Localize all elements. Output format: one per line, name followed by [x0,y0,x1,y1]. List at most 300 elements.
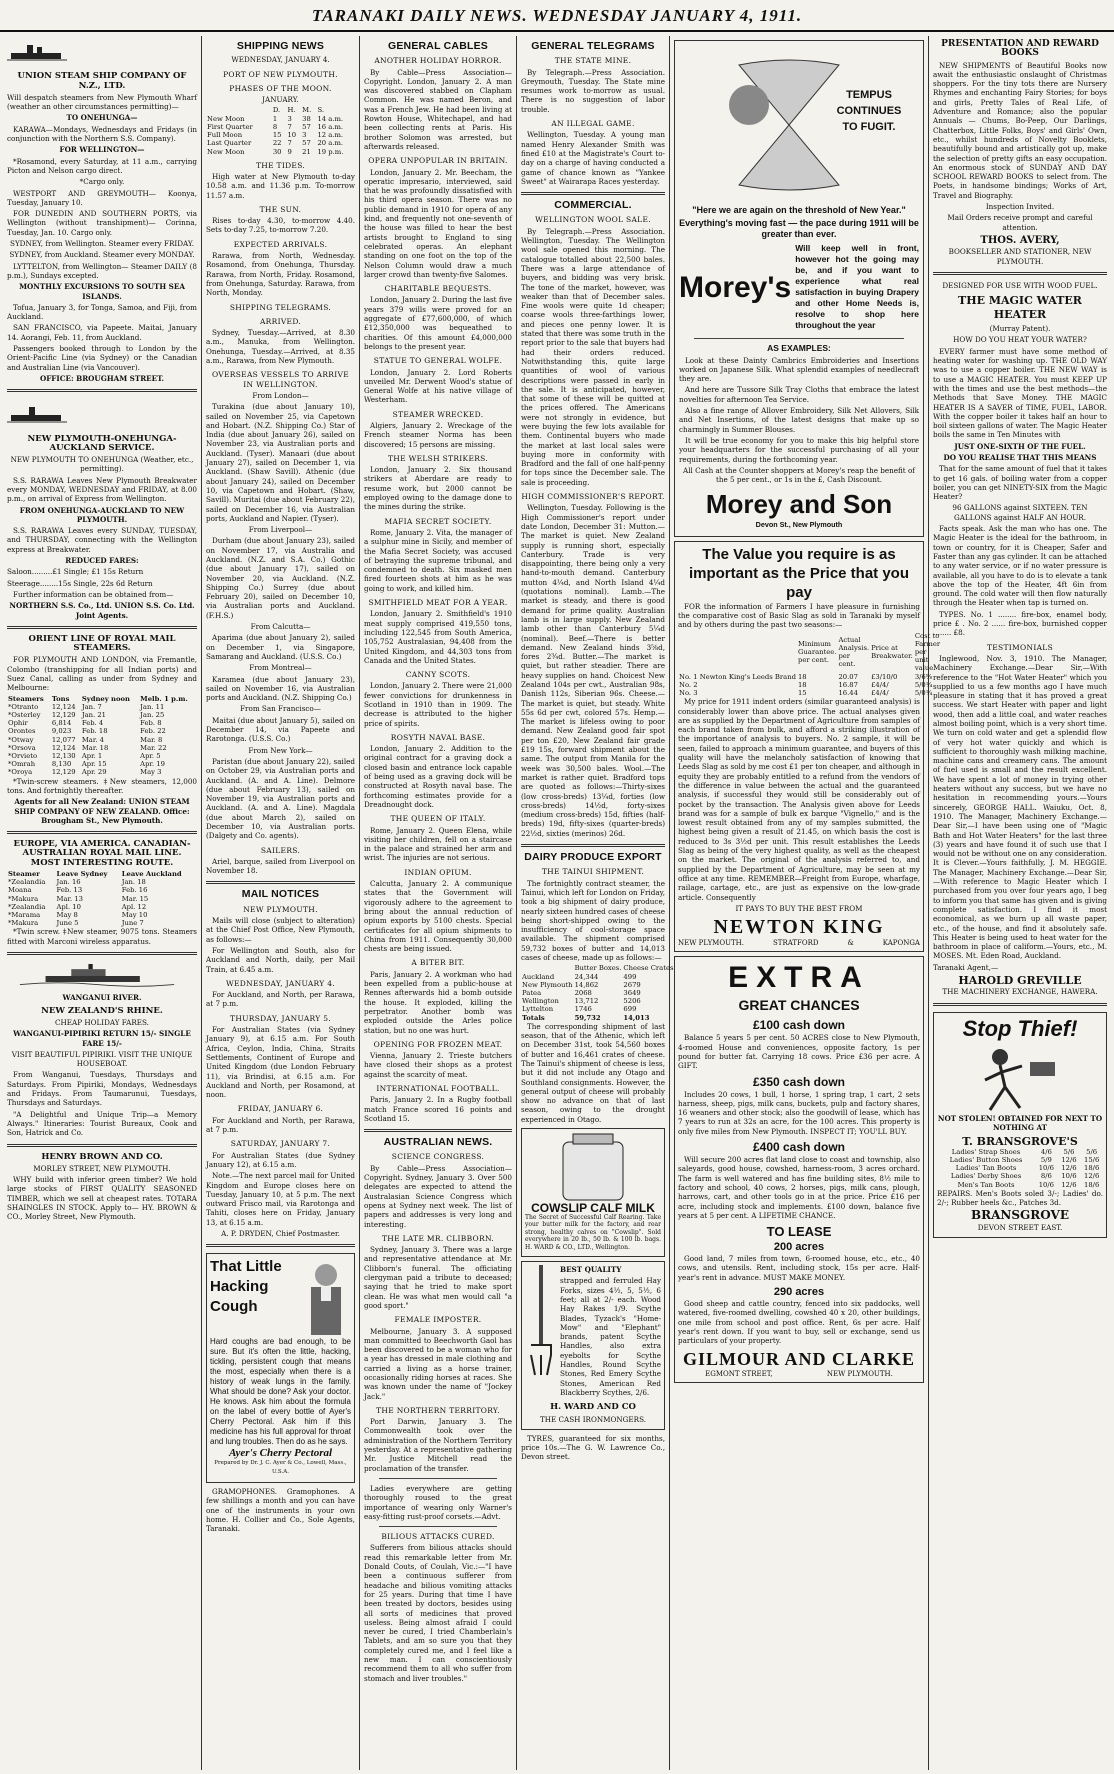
divider [379,1478,497,1479]
charity: London, January 2. During the last five years 379 wills were proved for an aggregate of £77,600,000, of which £12,350,000 was bequeathed to charities. Of this amount £4,000,000 belongs to the present year. [364,295,512,351]
table-row [7,886,197,894]
opium: Calcutta, January 2. A communique states that the Government will vigorously adhere to the agreement to bring about the annual reduction of opium exports by 5100 chests. Special certificates for all opium shipments to China from 1911. Consequently 30,000 chests are being issued. [364,879,512,954]
science: By Cable—Press Association—Copyright. Sydney, January 3. Over 500 delegates are expected to attend the Australasian Science Congress which opens at Sydney next week. The list of papers and addresses is very long and interesting. [364,1163,512,1229]
p2: Includes 20 cows, 1 bull, 1 horse, 1 spring trap, 1 cart, 2 sets harness, sheep, pigs, milk cans, buckets, pulp and factory shares, 16 weaners and other stock; also the goodwill of lease, which has 7 years to run at 32s an acre, for the 100 acres. This property is only five miles from New Plymouth. INSPECT IT; YOU'LL BUY. [678,1089,920,1136]
for-wellington: FOR WELLINGTON— [59,145,145,155]
newton-king-brand: NEWTON KING [713,916,885,939]
table-cell: 5/0¼ [914,680,933,689]
nk-place: & [847,939,854,948]
table-cell: 6,814 [51,719,72,728]
facts: Facts speak. Ask the man who has one. The Magic Heater is the ideal for the bathroom, in town or country, for it is Cheaper, Safer and Faster than any gas cylinder. It can be attached to any water service, or if no water pressure is available, all you have to do is to elevate a tank above the top of the Heater, 4ft 6in from ground. The cold water will then flow naturally through the Heater when tap is turned on. [933,524,1107,608]
rarawa-2: S.S. RARAWA Leaves every SUNDAY, TUESDAY, and THURSDAY, connecting with the Wellington express at Breakwater. [7,526,197,554]
table-header [678,632,797,673]
realise: DO YOU REALISE THAT THIS MEANS [943,452,1097,462]
canny: London, January 2. There were 21,000 fewer convictions for drunkenness in Scotland in 1910 than in 1909. The decrease is attributed to the higher price of spirits. [364,681,512,728]
table-cell: 5/6 [1063,1147,1075,1156]
table-cell: 10/6 [1061,1172,1077,1181]
table-header [521,964,574,972]
table-cell: £3/10/0 [871,672,898,681]
mail-note: Note.—The next parcel mail for United Kingdom and Europe closes here on Tuesday, January 10, at 5 p.m. The next outward Frisco mail, via Rarotonga and Tahiti, closes here on Friday, January 13, at 6.15 a.m. [206,1171,355,1227]
gilmour-addr: EGMONT STREET, [705,1369,773,1378]
meat-heading: SMITHFIELD MEAT FOR A YEAR. [368,598,508,608]
mafia: Rome, January 2. Vita, the manager of a sulphur mine in Sicily, and member of the Mafia Secret Society, was accused of betraying the supreme tribunal, and condemned to death. Six masked men fired fourteen shots at him as he was going to work, and killed him. [364,527,512,593]
monthly-excursions: MONTHLY EXCURSIONS TO SOUTH SEA ISLANDS. [19,282,185,301]
table-header: Steamer [8,870,40,879]
table-cell: 2068 [574,988,592,997]
table-cell: 16.44 [838,689,858,698]
example-3: Also a fine range of Allover Embroidery, Silk Net Allovers, Silk and Net Insertions, of the latest designs that make up so charmingly in Summer Blouses. [679,406,919,434]
table-cell: Ladies' Tan Boots [955,1164,1017,1173]
henry-brown-address: MORLEY STREET, NEW PLYMOUTH. [33,1163,171,1173]
cowslip-ad [521,1128,665,1257]
p2-heading: £350 cash down [752,1074,846,1089]
table-cell: Apr. 1 [81,752,103,761]
table-cell: 19 p.m. [317,147,344,156]
column-rule [201,36,202,1770]
from-sf: From San Francisco— [240,704,321,714]
meat: London, January 2. Smithfield's 1910 meat supply comprised 419,550 tons, including 122,545 from South America, 105,752 Australasian, 94,408 from the United Kingdom, and 44,303 tons from Canada and the United States. [364,609,512,665]
table-cell: 3649 [623,988,641,997]
divider [7,389,197,392]
ayer-body: Hard coughs are bad enough, to be sure. But it's often the little, hacking, tickling, persistent cough that means the most, especially when there is a history of weak lungs in the family. What should be done? Ask your doctor. He knows. Ask him about the formula on the label of every bottle of Ayer's Cherry Pectoral. Ask him if this medicine has his full approval for throat and lung troubles. Then do as he says. [210,1337,351,1447]
table-cell: Orontes [8,727,36,736]
pays-text: IT PAYS TO BUY THE BEST FROM [735,903,863,913]
table-cell: New Moon [207,147,245,156]
table-cell: Feb. 13 [56,886,83,895]
thu: For Australian States (via Sydney January 9), at 6.15 a.m. For South Africa, Ceylon, India, China, Straits Settlements, Continent of Europe and United Kingdom (due London February 11), via Brindisi, at 6.15 a.m. For Auckland and North, per Rosamond, at noon. [206,1025,355,1100]
column-rule [669,36,670,1770]
table-header: H. [287,106,296,115]
steamer-icon [7,39,67,63]
arrived-heading: ARRIVED. [259,316,302,326]
repairs: REPAIRS. Men's Boots soled 3/-; Ladies' do. 2/-; Rubber heels &c., Patches 3d. [937,1188,1103,1208]
bilious: Sufferers from bilious attacks should read this remarkable letter from Mr. Donald Couts, of Coulah, Vic.:—"I have been a continuous sufferer from headache and bilious vomiting attacks for 25 years. During that time I have been treated by doctors, besides using all sorts of medicines that proved useless. Being almost afraid I could never be cured, I tried Chamberlain's Tablets, and am so sure you that they completely cured me, and I feel like a new man. I can conscientiously recommend them to all who suffer from stomach and liver troubles." [364,1543,512,1683]
table-row [521,981,677,989]
table-cell: 12,124 [51,702,76,711]
wed: For Auckland, and North, per Rarawa, at 7 p.m. [206,990,355,1009]
np-onehunga-heading: NEW PLYMOUTH-ONEHUNGA-AUCKLAND SERVICE. [27,433,177,453]
table-header-row [678,632,941,673]
westport: WESTPORT AND GREYMOUTH— Koonya, Tuesday, January 10. [7,188,197,207]
sat: For Australian States (due Sydney January 12), at 6.15 a.m. [206,1150,355,1169]
table-cell: 14,013 [623,1013,650,1022]
ayer-brand: Ayer's Cherry Pectoral [228,1447,333,1460]
divider [521,192,665,195]
london: Turakina (due about January 10), sailed on November 25, via Capetown and Hobart. (N.Z. Shipping Co.) Star of India (due about January 26), sailed on November 23, via Australian ports and Auckland. (Tyser). Manaari (due about January 27), sailed on December 1, via Auckland. (Shaw Savill). Athenic (due about January 24), sailed on December 10, via Capetown and Hobart. (Shaw, Savill). Muritai (due about February 22), sailed on December 16, via Australian ports, Auckland and Napier. (Tyser). [206,402,355,523]
table-row [937,1172,1103,1180]
table-cell: Mar. 13 [56,894,83,903]
delightful-trip: "A Delightful and Unique Trip—a Memory Always." Itineraries: Tourist Bureaux, Cook and Son, Hatrick and Co. [7,1109,197,1138]
table-cell: Last Quarter [207,139,252,148]
table-cell: *Omrah [8,760,36,769]
table-cell: 12/6 [1061,1164,1077,1173]
table-cell: 12 a.m. [317,131,344,140]
table-cell: 16.87 [838,680,858,689]
table-header: Tons [51,694,70,703]
bransgrove-name: T. BRANSGROVE'S [962,1134,1078,1148]
table-cell: Wellington [522,997,559,1006]
table-cell: 9 [287,147,292,156]
fri: For Auckland and North, per Rarawa, at 7 p.m. [206,1115,355,1135]
wanganui-river: WANGANUI RIVER. [62,993,142,1003]
types: TYPES. No. 1 ........ fire-box, enamel body, price £ . No. 2 ...... fire-box, burnished copper ........ £8. [933,609,1107,638]
table-header-row [206,106,355,114]
table-cell: Feb. 18 [81,727,108,736]
table-cell: *Otranto [8,702,39,711]
table-header: Actual Analysis. per cent. [838,635,870,669]
table-cell: 12,130 [51,752,76,761]
table-cell: 12/6 [1084,1172,1100,1181]
territory-heading: THE NORTHERN TERRITORY. [376,1405,500,1415]
moving-text: Everything's moving fast — the pace during 1911 will be greater than ever. [679,218,919,240]
divider [206,881,355,884]
nk-place: NEW PLYMOUTH. [678,939,744,948]
not-stolen: NOT STOLEN! OBTAINED FOR NEXT TO NOTHING AT [937,1113,1103,1133]
ladies-advt: Ladies everywhere are getting thoroughly roused to the great importance of wearing only Warner's easy-fitting rust-proof corsets.—Advt. [364,1483,512,1521]
mail-orders: Mail Orders receive prompt and careful attention. [947,213,1093,232]
divider [521,844,665,847]
table-row [521,973,677,981]
queen-heading: THE QUEEN OF ITALY. [390,814,486,824]
table-header: Cheese Crates. [623,964,676,973]
newton-king-ad [674,541,941,953]
table-cell: 16 a.m. [317,122,344,131]
tides-heading: THE TIDES. [255,160,306,170]
table-cell: 10 [287,131,297,140]
biter: Paris, January 2. A workman who had been expelled from a public-house at Rennes afterwards hid a bomb outside the house. It exploded, killing the perpetrator. Another bomb was exploded outside the Arles police station, but no one was hurt. [364,969,512,1035]
rosyth: London, January 2. Addition to the original contract for a graving dock a closed basin and entrance lock capable of being used as a graving dock will be constructed at Rosyth naval base. The forthcoming estimates provide for a Dreadnought dock. [364,744,512,809]
wolfe: London, January 2. Lord Roberts unveiled Mr. Derwent Wood's statue of General Wolfe at his native village of Westerham. [364,367,512,405]
science-heading: SCIENCE CONGRESS. [391,1152,485,1162]
table-row [7,760,197,768]
sf: Maitai (due about January 5), sailed on December 14, via Papeete and Rarotonga. (U.S.S. Co.) [206,715,355,744]
mafia-heading: MAFIA SECRET SOCIETY. [384,516,492,526]
divider [206,1244,355,1247]
cables-heading: GENERAL CABLES [387,40,489,52]
table-header: Melb. 1 p.m. [140,694,188,703]
table-row [678,689,941,697]
table-cell: *Orvieto [8,752,38,761]
table-header [206,106,272,114]
gilmour-clarke-ad [674,956,924,1382]
magic-patent: (Murray Patent). [989,324,1051,334]
commercial-heading: COMMERCIAL. [554,199,632,212]
designed: DESIGNED FOR USE WITH WOOD FUEL. [942,280,1098,290]
table-header: D. [272,106,281,115]
table-row [7,719,197,727]
example-4: It will be true economy for you to make this big helpful store your headquarters for the successful purchasing of all your requirements, during the forthcoming year. [679,435,919,464]
example-5: All Cash at the Counter shoppers at Morey's reap the benefit of the 5 per cent., or 1s in the £, Cash Discount. [683,465,915,485]
table-cell: Feb. 8 [140,719,162,728]
table-cell: 8 [272,122,278,131]
territory: Port Darwin, January 3. The Commonwealth took over the administration of the Northern Territory yesterday. At a representative gathering Mr. Justice Mitchell read the proclamation of the transfer. [364,1417,512,1473]
divider [7,626,197,629]
liverpool: Durham (due about January 23), sailed on November 17, via Australia and Auckland. (N.Z. and S.A. Co.) Gothic (due about January 17), sailed on November 20, via Auckland. (N.Z. Shipping Co.) Surrey (due about February 20), sailed on December 10, via Australian ports and Auckland. (F.H.S.) [206,536,355,620]
frozen: Vienna, January 2. Trieste butchers have closed their shops as a protest against the scarcity of meat. [364,1051,512,1079]
table-cell: Patea [522,988,542,997]
frozen-heading: OPENING FOR FROZEN MEAT. [373,1039,503,1049]
table-cell: *Osterley [8,711,41,720]
table-cell: Jan. 25 [140,711,165,720]
table-cell: 5/6 [1086,1147,1098,1156]
orient-agents: Agents for all New Zealand: UNION STEAM SHIP COMPANY OF NEW ZEALAND. Office: Brougham St., New Plymouth. [14,797,190,825]
s290-heading: 290 acres [773,1286,825,1299]
ayer-headline: That Little Hacking Cough [210,1258,282,1316]
table-cell: Feb. 22 [140,727,166,736]
table-row [7,703,197,711]
table-cell: 699 [623,1005,637,1014]
table-row [206,139,355,147]
best-body: strapped and ferruled Hay Forks, sizes 4½, 5, 5½, 6 feet; all at 2/- each. Wood Hay Rakes 1/9. Scythe Blades, Tyzack's "Home-Mow" and "Elephant" brands, patent Scythe Handles, also extra eyebolts for Scythe Handles, Round Scythe Stones, Red Emery Scythe Stones, American Red Blackberry Scythes, 2/6. [560,1276,661,1397]
ayer-foot: Prepared by Dr. J. C. Ayer & Co., Lowell, Mass., U.S.A. [214,1459,347,1475]
table-row [937,1181,1103,1189]
dunedin: FOR DUNEDIN AND SOUTHERN PORTS, via Wellington (without transhipment)— Corinna, Tuesday, Jan. 10. Cargo only. [7,209,197,237]
column-general-telegrams [518,36,676,1770]
table-cell: Moana [8,886,32,895]
table-cell: Apl. 10 [56,902,81,911]
union-heading: UNION STEAM SHIP COMPANY OF N.Z., LTD. [17,71,187,91]
table-cell: 10/6 [1038,1164,1054,1173]
greville-sub: THE MACHINERY EXCHANGE, HAWERA. [942,987,1098,997]
table-cell: *Zealandia [8,878,46,887]
table-row [7,727,197,735]
rosyth-heading: ROSYTH NAVAL BASE. [390,732,486,742]
table-cell: 7 [287,122,292,131]
bransgrove-ad [933,1012,1107,1238]
p3: Will secure 200 acres flat land close to coast and township, also saleyards, good house, cowshed, harness-room, 3 acres orchard. The farm is well watered and has fine building sites, 8½ mile to factory and school, 40 cows, 2 horses, pigs, milk cans, plough, harrows, cart, and other tools go in at the price. Price £16 per acre, including stock and implements. £100 down, balance five years at 5 per cent. A LIFETIME CHANCE. [678,1155,920,1220]
table-row [7,878,197,886]
table-cell: 10/6 [1038,1180,1054,1189]
presentation-body: NEW SHIPMENTS of Beautiful Books now await the enthusiastic onslaught of Christmas shoppers. For the tiny tots there are Nursery Rhymes and enchanting Fairy Stories; for boys and girls, Pretty Tales of Real Life, of Adventure and Romance; also the popular Annuals — Chums, Bo-Peep, Our Darlings, Chatterbox, Little Folks, Boys' and Girls' Own, etc., whilst hundreds of Novelty Booklets, beautifully bound and artistically got up, make the selection of pretty gifts an easy occupation. An enormous stock of SUNDAY AND DAY SCHOOL REWARD BOOKS to select from. The Poets, in handsome bindings; Works of Art, Travel and Biography. [933,60,1107,200]
ward-sub: THE CASH IRONMONGERS. [539,1414,647,1424]
column-general-cables [361,36,515,1770]
table-cell: 12,129 [51,768,76,777]
table-cell: *Marama [8,911,41,920]
orient-intro: FOR PLYMOUTH AND LONDON, via Fremantle, Colombo (transhipping for all Indian ports) and Suez Canal, calling as under from Sydney and Melbourne: [7,655,197,693]
table-cell: 12,124 [51,743,76,752]
fork-illustration [525,1265,557,1375]
table-cell: *Orsova [8,743,36,752]
football-heading: INTERNATIONAL FOOTBALL. [376,1083,500,1093]
divider [7,831,197,834]
wool: By Telegraph.—Press Association. Wellington, Tuesday. The Wellington wool sale opened this morning. The catalogue totalled about 22,500 bales. There was a large attendance of buyers, and bidding was very brisk. The tone of the market, however, was weaker than that of December sales. Fine wools were quite 1d cheaper; coarse wools three-farthings lower, and pieces one penny lower. It is stated that there was some truth in the report prior to the sale that buyers had had their orders reduced. Notwithstanding this, quite large quantities of wool of various descriptions were passed in early in the sale. It is anticipated, however, that some of these will be quitted at the prices offered. The Americans were not strongly in evidence, but were buying the few lots available for them. Continental buyers who made the market at last local sales were buying more in conformity with Bradford and the fall of one half-penny for tops since the December sale. The sale is proceeding. [521,226,665,487]
office: OFFICE: BROUGHAM STREET. [39,373,165,383]
realise-body: That for the same amount of fuel that it takes to get 16 gals. of boiling water from a copper boiler, you can get NINETY-SIX from the Magic Heater? [933,464,1107,502]
table-cell: 2679 [623,980,641,989]
testimonials-body: Inglewood, Nov. 3, 1910. The Manager, Machinery Exchange.—Dear Sir,—With reference to the "Hot Water Heater" which you supplied to us a few months ago I have much pleasure in stating that it has proved a great success. We start Heater with paper and light wood, then add a little coal, and water reaches almost boiling point, which is a very short time. We turn on cold water and get a splendid flow of very hot water quickly and which is sufficient to thoroughly wash milking machine, machine cans and creamery cans. The amount of fuel used is small and the result excellent. We have spent a lot of money in trying other heaters without any success, but we have no hesitation in recommending yours.—Yours sincerely, GEORGE HALL. Waiuku, Oct. 8, 1910. The Manager, Machinery Exchange.—Dear Sir,—I have been using one of "Magic Bath and Hot Water Heaters" for the last three (3) years and have found it of such use that I would not be without one on any consideration. It is Clever.—Yours faithfully, J. M. HEGGIE. The Manager, Machinery Exchange.—Dear Sir,—With reference to Magic Heater which I purchased from you over four years ago, I beg to inform you that same has given and is giving complete satisfaction. I find it most economical, as we burn up all waste paper, etc., of the house, and find it absolutely safe. This Heater is being used to heat water for the bathroom in place of caliform.—Yours, etc., M. MOSES. Mt. Eden Road, Auckland. [933,653,1107,961]
wed-heading: WEDNESDAY, JANUARY 4. [226,978,335,988]
from-london: From London— [252,390,309,400]
lease-sub: 200 acres [773,1241,825,1254]
cowslip-brand: COWSLIP CALF MILK [531,1201,655,1216]
example-2: And here are Tussore Silk Tray Cloths that embrace the latest novelties for afternoon Tea Service. [679,385,919,404]
table-cell: 22 [272,139,282,148]
table-cell: 12,129 [51,711,76,720]
lease: Good land, 7 miles from town, 6-roomed house, etc., etc., 40 cows, and utensils. Rent, including stock, 15s per acre. Half-year's rent in advance. MUST MAKE MONEY. [678,1254,920,1282]
inspection: Inspection Invited. [985,202,1055,212]
table-row [678,673,941,681]
game-heading: AN ILLEGAL GAME. [551,119,635,129]
table-cell: 3 [287,114,292,123]
table-cell: 57 [302,122,311,131]
table-cell: *Makura [8,894,39,903]
table-cell: 30 [272,147,282,156]
australian-news-heading: AUSTRALIAN NEWS. [383,1136,493,1149]
table-header: S. [317,106,325,115]
shipping-news-heading: SHIPPING NEWS [236,40,325,52]
table-cell: 21 [302,147,311,156]
table-cell: 5/0¼ [914,689,933,698]
slag-table [678,632,941,698]
nk-place: STRATFORD [772,939,819,948]
table-cell: No. 3 [679,689,698,698]
table-cell: May 8 [56,911,78,920]
table-cell: Ladies' Strap Shoes [951,1147,1021,1156]
table-cell: Auckland [522,972,555,981]
wreck: Algiers, January 2. Wreckage of the French steamer Norma has been discovered; 15 persons are missing. [364,420,512,449]
bransgrove-foot: BRANSGROVE [971,1208,1069,1223]
table-row [7,768,197,776]
table-cell: Men's Tan Boots [957,1180,1015,1189]
from-onehunga: FROM ONEHUNGA-AUCKLAND TO NEW PLYMOUTH. [19,505,185,524]
table-cell: *Otway [8,735,34,744]
moon-table [206,106,355,155]
from-liverpool: From Liverpool— [248,525,313,535]
column-shipping-news [203,36,358,1770]
table-row [521,997,677,1005]
table-cell: 18/6 [1084,1180,1100,1189]
table-cell: 4/6 [1040,1147,1052,1156]
divider [364,1129,512,1132]
table-cell: 13,712 [574,997,599,1006]
table-row [206,123,355,131]
table-row [7,736,197,744]
table-row [7,903,197,911]
table-cell: 1 [272,114,278,123]
table-row [937,1148,1103,1156]
table-cell: 5/9 [1040,1156,1052,1164]
table-cell: 14,862 [574,980,599,989]
hc-heading: HIGH COMMISSIONER'S REPORT. [521,492,665,502]
from-montreal: From Montreal— [249,663,312,673]
table-header: M. [302,106,312,115]
henry-brown-body: WHY build with inferior green timber? We hold large stocks of FIRST QUALITY SEASONED TIMBER, which we sell at cheapest rates. TOTARA SHAINGLES IN STOCK. Apply to— HY. BROWN & CO., Morley Street, New Plymouth. [7,1175,197,1222]
table-cell: May 3 [140,768,162,777]
one-sixth: JUST ONE-SIXTH OF THE FUEL. [954,441,1086,451]
table-cell: Jan. 7 [81,702,102,711]
wool-heading: WELLINGTON WOOL SALE. [535,215,651,225]
morey-son: Morey and Son [705,489,893,520]
dairy-table [521,964,677,1021]
ayer-ad [206,1253,355,1483]
from-calcutta: From Calcutta— [250,622,311,632]
gilmour-brand: GILMOUR AND CLARKE [682,1348,915,1369]
sydney-akl: SYDNEY, from Auckland. Steamer every MONDAY. [9,250,195,260]
table-cell: 18/6 [1084,1164,1100,1173]
table-cell: 12,077 [51,735,76,744]
hc-report: Wellington, Tuesday. Following is the High Commissioner's report under date London, December 31: Mutton.—The market is quiet. New Zealand supply is running short, especially Canterbury. Trade is very disappointing, there being only a very hand-to-mouth demand. Canterbury mutton 4¼d, and North Island 4¼d (quotations nominal). Lamb.—The market is steady, and there is good demand for prime quality. Australian lamb is in large supply. New Zealand lamb other than Canterbury 5¼d (nominal). Beef.—There is better demand. New Zealand hinds 3⅝d, fores 2¾d. Butter.—The market is quiet, but rather steadier. There are heavy supplies on hand. Choicest New Zealand 104s per cwt., Australian 98s, Danish 112s, Siberian 96s. Cheese.—The market is quiet, but steady. White 55s 6d per cwt, colored 57s. Hemp.—The market is lifeless owing to poor demand. New Zealand good fair spot per ton £20, New Zealand fair grade £19 15s, forward shipment about the same. The output from Manila for the week was 30,500 bales. Wool.—The market is rather quiet. Bradford tops are quoted as follows:—Thirty-sixes (low cross-breds) 13¼d, forties (low cross-breds) 14½d, forty-sixes (medium cross-breds) 15d, fifties (half-breds) 19d, fifty-sixes (quarter-breds) 22½d, sixties (merinos) 26d. [521,503,665,838]
sat-heading: SATURDAY, JANUARY 7. [230,1139,331,1149]
lyttelton: LYTTELTON, from Wellington— Steamer DAILY (8 p.m.), Sundays excepted. [7,261,197,280]
table-cell: *Oroya [8,768,33,777]
visit-pipiriki: VISIT BEAUTIFUL PIPIRIKI. VISIT THE UNIQUE HOUSEBOAT. [11,1049,193,1069]
from-wanganui: From Wanganui, Tuesdays, Thursdays and Saturdays. From Pipiriki, Mondays, Wednesdays and Fridays. From Taumarunui, Tuesdays, Thursdays and Saturdays. [7,1070,197,1108]
river-boat-illustration [7,964,187,988]
orient-table [7,695,197,777]
best-quality: BEST QUALITY [560,1265,622,1275]
tides: High water at New Plymouth to-day 10.58 a.m. and 11.36 p.m. To-morrow 11.57 a.m. [206,172,355,200]
shoe-table [937,1148,1103,1189]
table-cell: £4/4/ [871,680,889,689]
opera-heading: OPERA UNPOPULAR IN BRITAIN. [368,156,508,166]
table-row [7,911,197,919]
p1-heading: £100 cash down [752,1018,846,1033]
stop-thief: Stop Thief! [962,1015,1078,1041]
s290: Good sheep and cattle country, fenced into six paddocks, well watered, five-roomed dwelling, cowshed 40 x 20, other buildings, one mile from school and post office. Rent, 6s per acre. Half year's rent down. If you want to buy, sell or exchange, send us particulars of your property. [678,1299,920,1346]
cowslip-body: The Secret of Successful Calf Rearing. Take your butter milk for the factory, and rear strong, healthy calves on "Cowslip". Sold everywhere in 20 lb., 50 lb. & 100 lb. bags. H. WARD & CO., LTD., Wellington. [525,1213,661,1251]
overseas-heading: OVERSEAS VESSELS TO ARRIVE IN WELLINGTON. [211,370,350,389]
steamer-icon [7,401,67,425]
table-cell: Mar. 18 [81,743,109,752]
expected: Rarawa, from North, Wednesday. Rosamond, from Onehunga, Thursday. Rarawa, from North, Friday. Rosamond, from Onehunga, Saturday. Rarawa, from North, Monday. [206,251,355,298]
table-header: Cost to Farmer per unit value. [914,631,941,673]
canny-heading: CANNY SCOTS. [405,670,471,680]
table-cell: 15 [272,131,282,140]
moreys-body: Will keep well in front, however hot the going may be, and if you want to experience what real satisfaction in buying Drapery and other Home Needs is, resolve to shop here throughout the year [795,243,919,331]
karawa: KARAWA—Mondays, Wednesdays and Fridays (in conjunction with the Northern S.S. Company). [7,124,197,144]
mine: By Telegraph.—Press Association. Greymouth, Tuesday. The State mine resumes work to-morrow as usual. There is no suggestion of labor trouble. [521,67,665,114]
table-cell: Totals [522,1013,545,1022]
table-row [7,711,197,719]
table-cell: Lyttelton [522,1005,554,1014]
game: Wellington, Tuesday. A young man named Henry Alexander Smith was fined £10 at the Magistrate's Court to-day on a charge of having conducted a game of chance known as "Yankee Sweet" at Wairarapa Races yesterday. [521,130,665,186]
table-row [521,1005,677,1013]
nk-place: KAPONGA [882,939,920,948]
welsh-heading: THE WELSH STRIKERS. [387,453,489,463]
gramophones: GRAMOPHONES. Gramophones. A few shillings a month and you can have one of the instruments in your own home. H. Collier and Co., Sole Agents, Taranaki. [206,1487,355,1534]
table-header: Sydney noon [81,694,130,703]
table-cell: Apr. 15 [81,760,107,769]
table-header-row [521,964,677,972]
morey-address: Devon St., New Plymouth [755,520,843,530]
fares-saloon: Saloon.........£1 Single; £1 15s Return [7,567,144,577]
table-row [937,1164,1103,1172]
moreys-ad [674,40,924,537]
presentation-heading: PRESENTATION AND REWARD BOOKS [941,39,1099,59]
queen: Rome, January 2. Queen Elena, while visiting her children, fell on a staircase in the palace and strained her arm and wrist. The injuries are not serious. [364,825,512,863]
charity-heading: CHARITABLE BEQUESTS. [384,284,492,294]
value-intro: FOR the information of Farmers I have pleasure in furnishing the comparative cost of Basic Slag as sold in Taranaki by myself and by others during the past two seasons:— [678,601,920,630]
sun-heading: THE SUN. [259,204,302,214]
column-rule [359,36,360,1770]
how-heat: HOW DO YOU HEAT YOUR WATER? [953,335,1087,345]
avery-sub: BOOKSELLER AND STATIONER, NEW PLYMOUTH. [948,247,1092,266]
table-cell: Jan. 21 [81,711,106,720]
column-display-ads [671,36,941,1770]
montreal: Karamea (due about January 23), sailed on November 16, via Australian ports and Auckland. (N.Z. Shipping Co.) [206,674,355,703]
table-cell: Apr. 19 [140,760,165,769]
table-cell: Jan. 16 [56,878,81,887]
rosamond: *Rosamond, every Saturday, at 11 a.m., carrying Picton and Nelson cargo direct. [7,156,197,175]
union-intro: Will despatch steamers from New Plymouth Wharf (weather an other circumstances permitting)— [7,92,197,112]
table-header-row [7,695,197,703]
table-cell: Ladies' Button Shoes [949,1156,1023,1164]
table-cell: Ladies' Derby Shoes [950,1172,1022,1181]
ny: Paristan (due about January 22), sailed on October 29, via Australian ports and Auckland. (A. and A. Line). Delmore (due about February 13), sailed on November 19, via Australian ports and Auckland. (A. and A. Line). Magdala (due about March 2), sailed on December 10, via Australian ports. (Dalgety and Co. agents). [206,756,355,841]
moon-heading: PHASES OF THE MOON. [229,83,332,93]
bransgrove-address: DEVON STREET EAST. [977,1222,1063,1232]
table-cell: 38 [302,114,311,123]
